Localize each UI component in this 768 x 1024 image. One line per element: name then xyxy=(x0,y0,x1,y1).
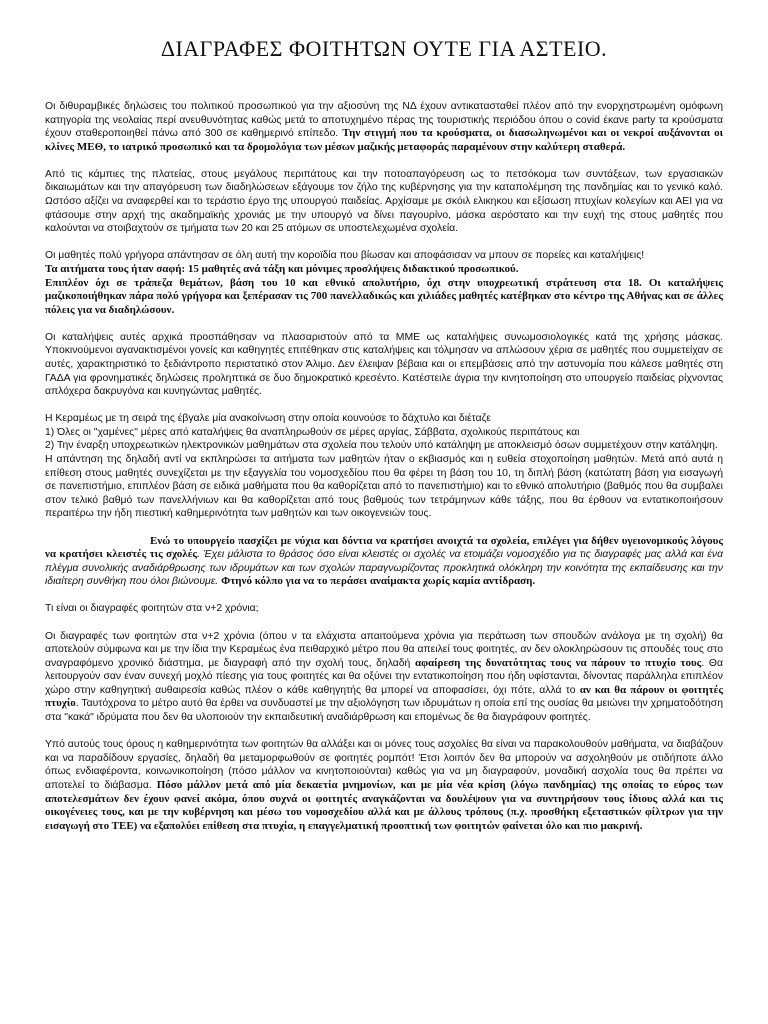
list-item-1: 1) Όλες οι "χαμένες" μέρες από καταλήψεις θα αναπληρωθούν σε μέρες αργίας, Σάββατα, σχολικούς περιπάτους και xyxy=(45,426,580,438)
bold-text: αν και θα πάρουν οι φοιτητές πτυχίο xyxy=(45,683,723,710)
document-body xyxy=(45,100,723,833)
paragraph-text: Οι μαθητές πολύ γρήγορα απάντησαν σε όλη αυτή την κοροϊδία που βίωσαν και αποφάσισαν να μπουν σε πορείες και καταλήψεις! xyxy=(45,250,645,262)
bold-text: Επιπλέον όχι σε τράπεζα θεμάτων, βάση του 10 και εθνικό απολυτήριο, όχι στην υποχρεωτική στράτευση στα 18. Οι καταλήψεις μαζικοποιήθηκαν πάρα πολύ γρήγορα και ξεπέρασαν τις 700 πανελλαδικώς και χιλιάδες μαθητές κατέβηκαν στο κέντρο της Αθήνας και σε άλλες πόλεις για να διαδηλώσουν. xyxy=(45,276,723,316)
bold-text: Τα αιτήματα τους ήταν σαφή: 15 μαθητές ανά τάξη και μόνιμες προσλήψεις διδακτικού προσωπικού. xyxy=(45,262,519,275)
paragraph-students-demands xyxy=(45,249,723,317)
paragraph-measures: Από τις κάμπιες της πλατείας, στους μεγάλους περιπάτους και την ποτοαπαγόρευση ως το πετσόκομα των συντάξεων, των εργασιακών δικαιωμάτων και την απαγόρευση των διαδηλώσεων εξάγουμε τον ζήλο της κυβέρνησης για την καταπολέμηση της πανδημίας και το γενικό καλό. Ωστόσο αξίζει να αναφερθεί και το τεράστιο έργο της υπουργού παιδείας. Αρχίσαμε με σκόιλ ελικηκου και εξίσωση πτυχίων κολεγίων και ΑΕΙ για να φτάσουμε στην αρχή της ακαδημαϊκής χρονιάς με την υπουργό να δίνει παγουρίνο, μάσκα αερόστατο και την ευχή της στους μαθητές που καλούνται να στοιβαχτούν σε τμήματα των 20 και 25 ατόμων σε υποστελεχωμένα σχολεία. xyxy=(45,168,723,235)
list-item-2: 2) Την έναρξη υποχρεωτικών ηλεκτρονικών μαθημάτων στα σχολεία που τελούν υπό κατάληψη με αποκλεισμό όσων συμμετέχουν στην κατάληψη. xyxy=(45,440,718,452)
document-title: ΔΙΑΓΡΑΦΕΣ ΦΟΙΤΗΤΩΝ ΟΥΤΕ ΓΙΑ ΑΣΤΕΙΟ. xyxy=(160,36,608,61)
paragraph-kerameos-announcement xyxy=(45,412,723,521)
paragraph-text: Υπό αυτούς τους όρους η καθημερινότητα των φοιτητών θα αλλάξει και οι μόνες τους ασχολίες θα είναι να παρακολουθούν μαθήματα, να διαβάζουν και να παραδίδουν εργασίες, δηλαδή θα μεταμορφωθούν σε φοιτητές ρομπότ! Έτσι λοιπόν δεν θα μπορούν να ασχοληθούν με οτιδήποτε άλλο όπως ενδιαφέροντα, κοινωνικοποίηση (πόσο μάλλον να κινητοποιούνται) καθώς για να μη διαγραφούν, μοναδική ασχολία τους θα πρέπει να αποτελεί το διάβασμα. xyxy=(45,739,723,791)
paragraph-occupations: Οι καταλήψεις αυτές αρχικά προσπάθησαν να πλασαριστούν από τα ΜΜΕ ως καταλήψεις συνωμοσιολογικές κατά της χρήσης μάσκας. Υποκινούμενοι αγανακτισμένοι γονείς και καθηγητές επιτέθηκαν στις καταλήψεις και τόλμησαν να απλώσουν χέρια σε μαθητές που συμμετείχαν σε αυτές, χαρακτηριστικό το ξεδιάντροπο περιστατικό στον Άλιμο. Δεν έλειψαν βέβαια και οι επεμβάσεις από την αστυνομία που κάλεσε μαθητές στη ΓΑΔΑ για φρονηματικές δηλώσεις προληπτικά σε δυο δημοκρατικό κρεσέντο. Κατέστειλε άγρια την κινητοποίηση στο υπουργείο παιδείας ρίχνοντας απλόχερα δακρυγόνα και κυνηγώντας μαθητές. xyxy=(45,331,723,398)
paragraph-text: Η απάντηση της δηλαδή αντί να εκπληρώσει τα αιτήματα των μαθητών ήταν ο εκβιασμός και η ευθεία στοχοποίηση μαθητών. Μετά από αυτά η επίθεση στους μαθητές συνεχίζεται με την εξαγγελία του νομοσχεδίου που θα φέρει τη βάση του 10, τη διπλή βάση (κατώτατη βάση για εισαγωγή σε πανεπιστήμιο, επιπλέον βάση σε ειδικά μαθήματα που θα καθορίζεται από το πανεπιστήμιο) και το εθνικό απολυτήριο (βαθμός που θα συμβαλει στον τελικό βαθμό των πανελλήνιων και θα καθορίζεται από τους βαθμούς των τετράμηνων κάθε τάξης, που θα έρθουν να εντατικοποιήσουν περαιτέρω την ήδη πιεστική καθημερινότητα των μαθητών και των οικογενειών τους. xyxy=(45,454,723,520)
paragraph-closed-schools xyxy=(45,535,723,589)
bold-text: αφαίρεση της δυνατότητας τους να πάρουν το πτυχίο τους xyxy=(415,656,702,669)
bold-text: Πόσο μάλλον μετά από μία δεκαετία μνημονίων, και με μία νέα κρίση (λόγω πανδημίας) της οποίας το εύρος των αποτελεσμάτων δεν έχουν φανεί ακόμα, όπου συχνά οι φοιτητές αναγκάζονται να δουλέψουν για να συντηρήσουν τους ίδιους αλλά και τις οικογένειες τους, και με την κυβέρνηση και μέσω του νομοσχεδίου αλλά και με άλλους τρόπους (π.χ. προσθήκη εξεταστικών φίλτρων για την εισαγωγή στο ΤΕΕ) να εξαπολύει επίθεση στα πτυχία, η επαγγελματική προοπτική των φοιτητών φαίνεται όλο και πιο μακρινή. xyxy=(45,778,723,832)
paragraph-text: Οι διθυραμβικές δηλώσεις του πολιτικού προσωπικού για την αξιοσύνη της ΝΔ έχουν αντικατασταθεί πλέον από την ενορχηστρωμένη ομόφωνη κατηγορία της νεολαίας περί ανευθυνότητας καθώς μετά το αποτυχημένο πέρας της τουριστικής περιόδου όπου ο covid έκανε party τα κρούσματα έχουν σταθεροποιηθεί πάνω από 300 σε καθημερινό επίπεδο. xyxy=(45,101,723,140)
paragraph-text: . Θα λειτουργούν σαν έναν συνεχή μοχλό πίεσης για τους φοιτητές και θα οξύνει την εντατικοποίηση που ήδη υφίστανται, δίνοντας παράλληλα επιπλέον χώρο στην καθηγητική αυθαιρεσία καθώς πλέον ο κάθε καθηγητής θα μπορεί να αποφασίσει, όχι πότε, αλλά το xyxy=(45,657,723,696)
paragraph-text: Οι διαγραφές των φοιτητών στα ν+2 χρόνια (όπου ν τα ελάχιστα απαιτούμενα χρόνια για περάτωση των σπουδών ανάλογα με τη σχολή) θα αποτελούν σύμφωνα και με την ίδια την Κεραμέως ένα πειθαρχικό μέτρο που θα απειλεί τους φοιτητές, αν δεν ολοκληρώσουν τις σπουδές τους στο αναγραφόμενο χρονικό διάστημα, με διαγραφή από την σχολή τους, δηλαδή xyxy=(45,630,723,669)
paragraph-intro xyxy=(45,100,723,154)
italic-text: . Έχει μάλιστα το θράσος όσο είναι κλειστές οι σχολές να ετοιμάζει νομοσχέδιο για τις διαγραφές μας αλλά και ένα πλέγμα συνολικής αναδιάρθρωσης των ιδρυμάτων και των σχολών παραγνωρίζοντας προκλητικά ολόκληρη την κοινότητα της εκπαίδευσης και την ιδιαίτερη συνθήκη που όλοι βιώνουμε. xyxy=(45,549,723,588)
bold-text: Την στιγμή που τα κρούσματα, οι διασωληνωμένοι και οι νεκροί αυξάνονται οι κλίνες ΜΕΘ, το ιατρικό προσωπικό και τα δρομολόγια των μέσων μαζικής μεταφοράς παραμένουν στην καλύτερη σταθερά. xyxy=(45,127,723,153)
paragraph-daily-life xyxy=(45,738,723,833)
bold-text: Ενώ το υπουργείο πασχίζει με νύχια και δόντια να κρατήσει ανοιχτά τα σχολεία, επιλέγει για δήθεν υγειονομικούς λόγους να κρατήσει κλειστές τις σχολές xyxy=(45,534,723,561)
paragraph-expulsions xyxy=(45,630,723,725)
paragraph-line: Η Κεραμέως με τη σειρά της έβγαλε μία ανακοίνωση στην οποία κουνούσε το δάχτυλο και διέταζε xyxy=(45,413,491,425)
paragraph-text: . Ταυτόχρονα το μέτρο αυτό θα έρθει να συνδυαστεί με την αξιολόγηση των ιδρυμάτων η οποία επί της ουσίας θα μειώνει την χρηματοδότηση στα "κακά" ιδρύματα που δεν θα υλοποιούν την εκπαιδευτική αναδιάρθρωση και επομένως δε θα διαγράφουν φοιτητές. xyxy=(45,698,723,724)
paragraph-question: Τι είναι οι διαγραφές φοιτητών στα ν+2 χρόνια; xyxy=(45,603,259,615)
bold-text: Φτηνό κόλπο για να το περάσει αναίμακτα χωρίς καμία αντίδραση. xyxy=(221,575,536,588)
